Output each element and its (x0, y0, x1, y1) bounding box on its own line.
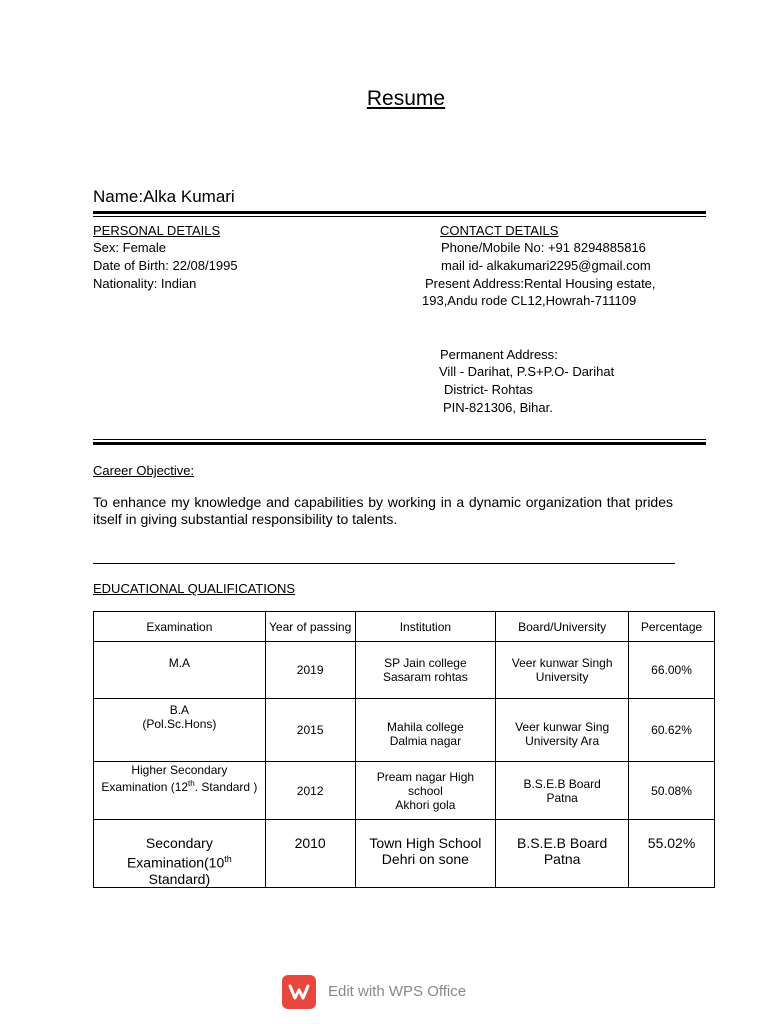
exam-text: . Standard ) (194, 780, 258, 794)
institution-text: Dehri on sone (381, 851, 469, 867)
permanent-address-line3: PIN-821306, Bihar. (443, 400, 553, 415)
exam-text: B.A (169, 703, 190, 717)
present-address-value: :Rental Housing estate, (520, 276, 656, 291)
education-table (93, 611, 715, 888)
divider (93, 216, 706, 217)
divider (93, 563, 675, 564)
phone-field: Phone/Mobile No: +91 8294885816 (441, 240, 646, 255)
column-header: Board/University (496, 612, 629, 642)
board-text: Veer kunwar Singh (511, 656, 613, 670)
exam-superscript: th (188, 779, 195, 788)
present-address-label: Present Address (425, 276, 521, 291)
column-header: Institution (355, 612, 496, 642)
institution-text: SP Jain college (384, 656, 467, 670)
wps-badge-label: Edit with WPS Office (328, 983, 467, 1000)
institution-text: Mahila college (387, 720, 464, 734)
institution-text: Akhori gola (395, 797, 456, 812)
permanent-address-colon: : (554, 347, 558, 362)
board-cell (496, 820, 629, 888)
present-address-line2: 193,Andu rode CL12,Howrah-711109 (422, 293, 637, 308)
board-text: University (535, 670, 589, 684)
exam-cell (94, 820, 266, 888)
institution-text: Dalmia nagar (389, 734, 462, 748)
exam-text: (Pol.Sc.Hons) (142, 717, 217, 731)
institution-cell (355, 762, 496, 820)
permanent-address-label: Permanent Address (440, 347, 555, 362)
board-text: Veer kunwar Sing (515, 720, 610, 734)
percentage-cell: 50.08% (629, 762, 715, 820)
exam-text: Higher Secondary (131, 763, 228, 777)
board-text: Patna (543, 851, 581, 867)
wps-logo-icon (282, 975, 316, 1009)
nationality-field: Nationality: Indian (93, 276, 197, 291)
resume-title: Resume (366, 87, 446, 110)
sex-field: Sex: Female (93, 240, 166, 255)
year-cell: 2019 (265, 642, 355, 699)
exam-text: M.A (168, 656, 191, 670)
institution-text: Town High School (369, 835, 482, 851)
exam-cell (94, 642, 266, 699)
year-cell: 2010 (265, 820, 355, 888)
board-cell (496, 642, 629, 699)
table-header-row (94, 612, 715, 642)
education-heading: EDUCATIONAL QUALIFICATIONS (93, 581, 296, 596)
institution-text: Sasaram rohtas (383, 670, 468, 684)
present-address-line1 (425, 275, 656, 293)
institution-text: school (408, 783, 443, 798)
exam-cell (94, 699, 266, 762)
percentage-cell: 55.02% (629, 820, 715, 888)
divider (93, 442, 706, 445)
exam-text: Secondary (145, 835, 213, 851)
personal-details-heading: PERSONAL DETAILS (93, 223, 221, 238)
institution-cell (355, 642, 496, 699)
institution-cell (355, 699, 496, 762)
column-header: Examination (94, 612, 266, 642)
institution-cell (355, 820, 496, 888)
board-text: B.S.E.B Board (516, 835, 608, 851)
divider (93, 211, 706, 214)
permanent-address-heading (440, 346, 558, 364)
year-cell: 2012 (265, 762, 355, 820)
percentage-cell: 60.62% (629, 699, 715, 762)
divider (93, 439, 706, 440)
career-objective-heading: Career Objective: (93, 463, 195, 478)
edit-with-wps-badge[interactable] (282, 975, 466, 1008)
exam-superscript: th (224, 854, 232, 864)
column-header: Year of passing (265, 612, 355, 642)
year-cell: 2015 (265, 699, 355, 762)
table-row (94, 820, 715, 888)
permanent-address-line1: Vill - Darihat, P.S+P.O- Darihat (439, 364, 615, 379)
table-row (94, 762, 715, 820)
board-text: University Ara (525, 734, 600, 748)
column-header: Percentage (629, 612, 715, 642)
permanent-address-line2: District- Rohtas (444, 382, 533, 397)
board-text: Patna (546, 790, 578, 805)
email-field: mail id- alkakumari2295@gmail.com (441, 258, 651, 273)
candidate-name: Name:Alka Kumari (93, 187, 235, 206)
board-cell (496, 762, 629, 820)
exam-text: Standard) (148, 870, 211, 887)
board-cell (496, 699, 629, 762)
board-text: B.S.E.B Board (523, 776, 601, 791)
exam-cell (94, 762, 266, 820)
percentage-cell: 66.00% (629, 642, 715, 699)
exam-text: Examination (12 (101, 780, 189, 794)
dob-field: Date of Birth: 22/08/1995 (93, 258, 238, 273)
exam-text: Examination(10 (126, 854, 225, 871)
career-objective-text: To enhance my knowledge and capabilities by working in a dynamic organization that prides itself in giving substantial responsibility to talents. (93, 494, 673, 527)
contact-details-heading: CONTACT DETAILS (440, 223, 559, 238)
table-row (94, 642, 715, 699)
table-row (94, 699, 715, 762)
institution-text: Pream nagar High (376, 769, 475, 784)
